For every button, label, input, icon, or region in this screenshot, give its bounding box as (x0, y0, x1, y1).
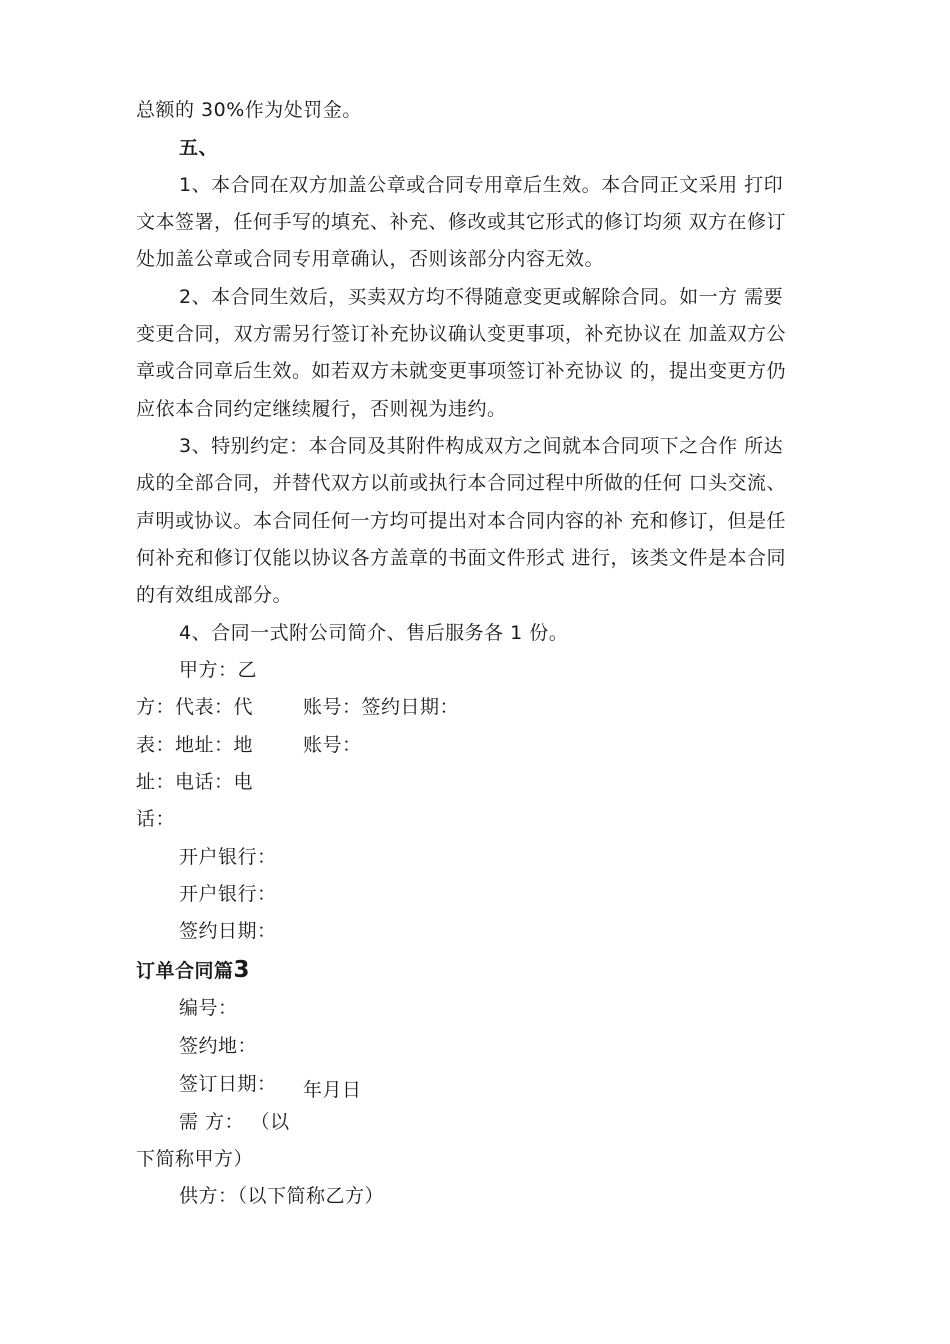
paragraph-line: 的有效组成部分。 (136, 584, 293, 606)
signature-line: 表：地址：地 (136, 734, 254, 756)
paragraph-line: 章或合同章后生效。如若双方未就变更事项签订补充协议 的，提出变更方仍 (136, 360, 787, 382)
paragraph-line: 2、本合同生效后，买卖双方均不得随意变更或解除合同。如一方 需要 (179, 286, 784, 308)
sign-date-line: 签约日期： (179, 920, 277, 942)
paragraph-line: 总额的 30%作为处罚金。 (136, 99, 362, 121)
order-buyer-line-cont: 下简称甲方） (136, 1148, 254, 1170)
bank-line: 开户银行： (179, 846, 277, 868)
order-number-line: 编号： (179, 997, 238, 1019)
paragraph-line: 文本签署，任何手写的填充、补充、修改或其它形式的修订均须 双方在修订 (136, 211, 787, 233)
order-date-label: 签订日期： (179, 1073, 277, 1095)
signature-line: 方：代表：代 (136, 696, 254, 718)
paragraph-line: 何补充和修订仅能以协议各方盖章的书面文件形式 进行，该类文件是本合同 (136, 547, 787, 569)
paragraph-line: 声明或协议。本合同任何一方均可提出对本合同内容的补 充和修订，但是任 (136, 510, 787, 532)
section-heading (136, 958, 250, 983)
order-buyer-line: 需 方： （以 (179, 1111, 290, 1133)
paragraph-line: 应依本合同约定继续履行，否则视为违约。 (136, 398, 507, 420)
bank-line: 开户银行： (179, 883, 277, 905)
signature-account-line: 账号：签约日期： (303, 696, 460, 718)
paragraph-line: 变更合同，双方需另行签订补充协议确认变更事项，补充协议在 加盖双方公 (136, 323, 787, 345)
section-heading-text: 订单合同篇 (136, 960, 234, 982)
signature-line: 甲方：乙 (179, 659, 258, 681)
paragraph-line: 1、本合同在双方加盖公章或合同专用章后生效。本合同正文采用 打印 (179, 174, 784, 196)
order-date-value: 年月日 (303, 1079, 362, 1101)
clause-heading: 五、 (179, 137, 219, 159)
section-number: 3 (233, 957, 251, 983)
order-place-line: 签约地： (179, 1035, 258, 1057)
signature-account-line: 账号： (303, 734, 362, 756)
paragraph-line: 处加盖公章或合同专用章确认，否则该部分内容无效。 (136, 248, 605, 270)
signature-line: 话： (136, 808, 176, 830)
paragraph-line: 成的全部合同，并替代双方以前或执行本合同过程中所做的任何 口头交流、 (136, 472, 787, 494)
signature-line: 址：电话：电 (136, 771, 254, 793)
paragraph-line: 4、合同一式附公司简介、售后服务各 1 份。 (179, 622, 569, 644)
paragraph-line: 3、特别约定：本合同及其附件构成双方之间就本合同项下之合作 所达 (179, 435, 784, 457)
order-supplier-line: 供方：（以下简称乙方） (179, 1185, 385, 1207)
